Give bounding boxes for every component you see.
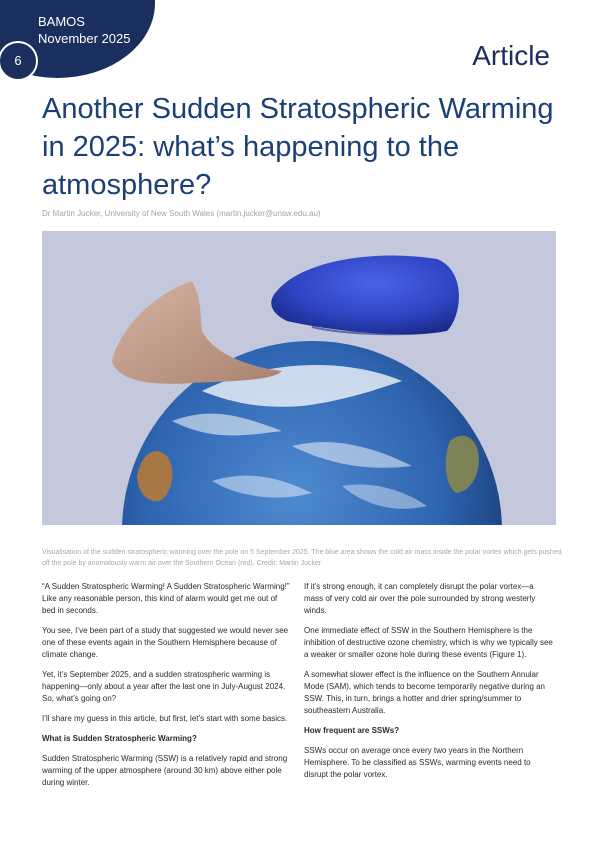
article-figure <box>42 231 556 525</box>
paragraph: Sudden Stratospheric Warming (SSW) is a relatively rapid and strong warming of the upper atmosphere (around 30 km) above either pole during winter. <box>42 754 288 787</box>
subheading: How frequent are SSWs? <box>304 726 400 735</box>
paragraph: A somewhat slower effect is the influence on the Southern Annular Mode (SAM), which tends to become temporarily negative during an SSW. This, in turn, brings a hotter and drier spring/summer to southeastern Australia. <box>304 670 546 715</box>
figure-caption: Visualisation of the sudden stratospheric warming over the pole on 5 September 2025. The blue area shows the cold air mass inside the polar vortex which gets pushed off the pole by anomalously warm air over the Southern Ocean (red). Credit: Martin Jucker <box>42 549 562 567</box>
issue-date: November 2025 <box>38 31 131 46</box>
publication-info <box>38 13 131 47</box>
page-number: 6 <box>0 41 38 81</box>
body-column-right <box>304 581 554 789</box>
body-column-left <box>42 581 292 797</box>
paragraph: “A Sudden Stratospheric Warming! A Sudden Stratospheric Warming!” Like any reasonable person, this kind of alarm would get me out of bed in seconds. <box>42 582 290 615</box>
publication-name: BAMOS <box>38 14 85 29</box>
paragraph: If it’s strong enough, it can completely disrupt the polar vortex—a mass of very cold air over the pole surrounded by strong westerly winds. <box>304 582 536 615</box>
article-title: Another Sudden Stratospheric Warming in 2025: what’s happening to the atmosphere? <box>42 93 554 201</box>
paragraph: One immediate effect of SSW in the Southern Hemisphere is the inhibition of destructive ozone chemistry, which is why we typically see a weaker or smaller ozone hole during these events (Figure 1). <box>304 626 553 659</box>
ssw-visualisation-image <box>42 231 556 525</box>
article-byline: Dr Martin Jucker, University of New South Wales (martin.jucker@unsw.edu.au) <box>42 209 321 218</box>
paragraph: You see, I’ve been part of a study that suggested we would never see one of these events again in the Southern Hemisphere because of climate change. <box>42 626 289 659</box>
paragraph: SSWs occur on average once every two years in the Northern Hemisphere. To be classified as SSWs, warming events need to disrupt the polar vortex. <box>304 746 531 779</box>
subheading: What is Sudden Stratospheric Warming? <box>42 734 197 743</box>
paragraph: Yet, it’s September 2025, and a sudden stratospheric warming is happening—only about a year after the last one in July-August 2024. So, what’s going on? <box>42 670 286 703</box>
paragraph: I’ll share my guess in this article, but first, let’s start with some basics. <box>42 714 288 723</box>
section-label: Article <box>472 40 550 71</box>
